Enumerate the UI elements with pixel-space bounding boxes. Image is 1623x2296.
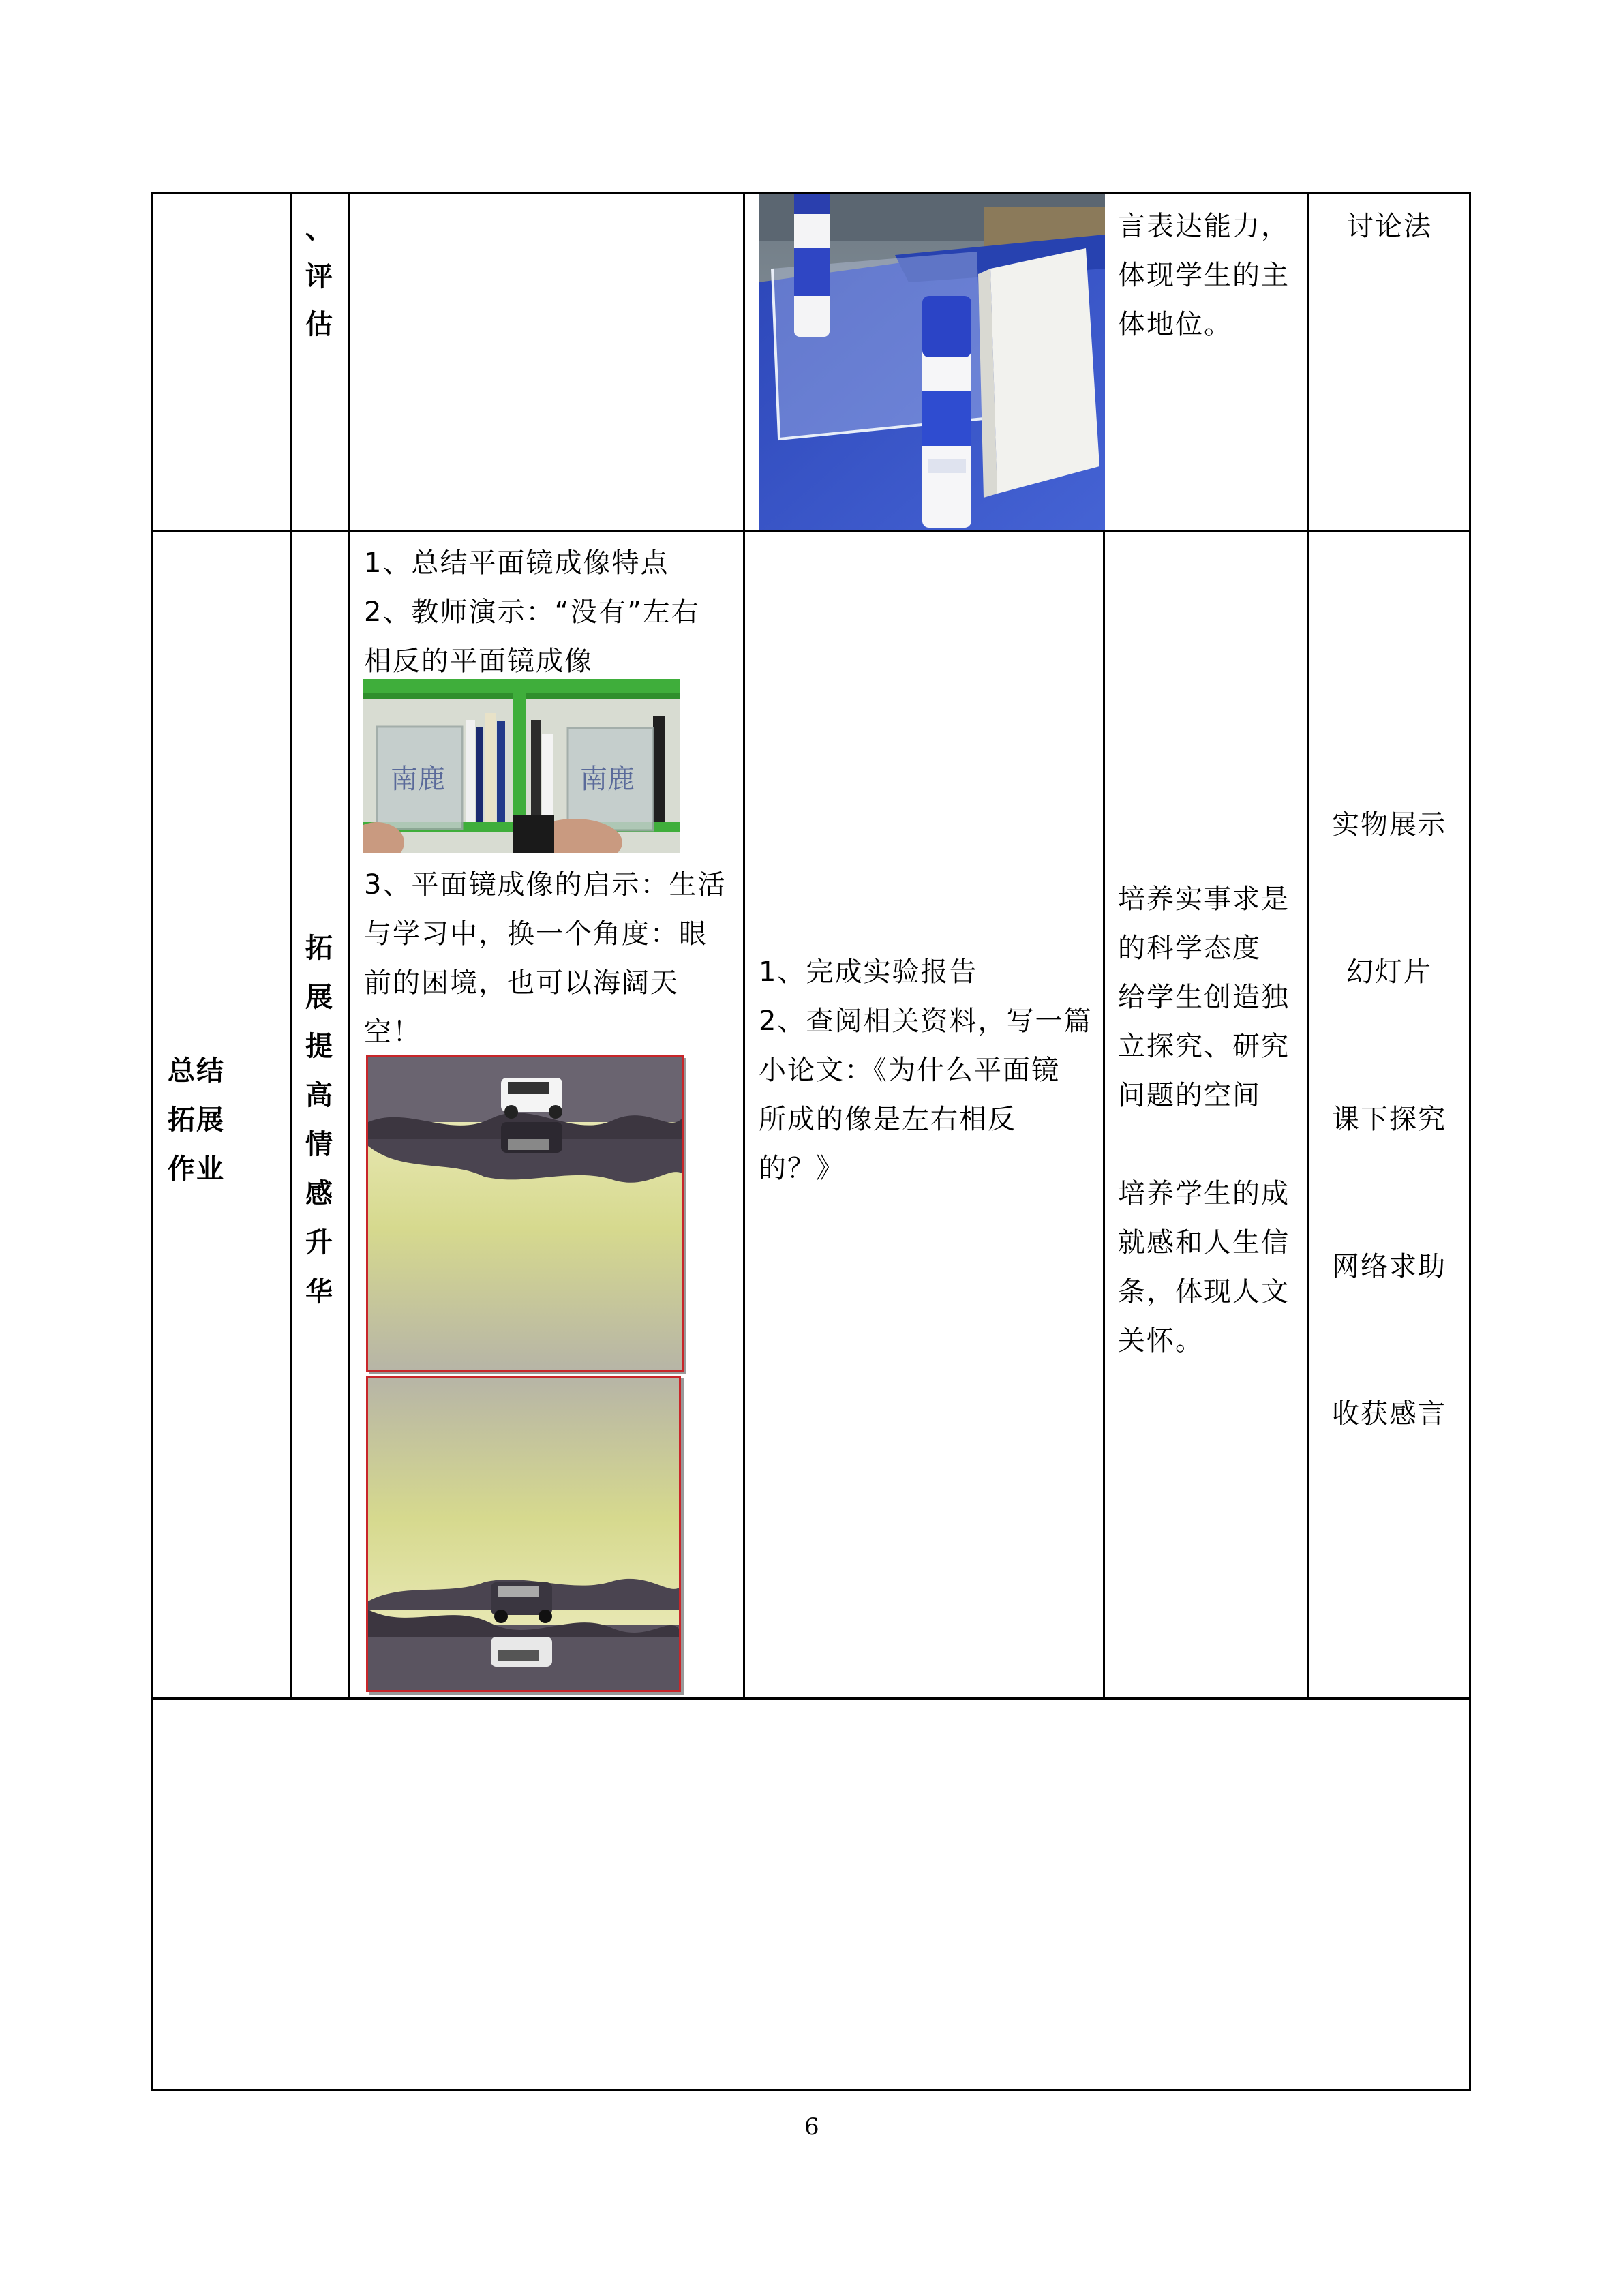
objective-line: 培养学生的成	[1118, 1178, 1290, 1209]
glue-stick-mirror-image	[759, 194, 1105, 530]
method-item: 课下探究	[1332, 1104, 1446, 1135]
table-line-bottom	[151, 2089, 1470, 2091]
card-handwriting-right: 南鹿	[580, 764, 635, 795]
row1-objective-line: 体地位。	[1118, 309, 1232, 340]
table-line-right	[1469, 192, 1471, 2091]
method-item: 网络求助	[1332, 1251, 1446, 1282]
activity-item-3-line: 与学习中，换一个角度：眼	[364, 918, 708, 950]
activity-item-3-line: 前的困境，也可以海阔天	[364, 967, 679, 999]
objective-line: 的科学态度	[1118, 933, 1261, 964]
student-activity-line: 2、查阅相关资料，写一篇	[759, 1006, 1093, 1037]
mirror-cards-image	[363, 679, 680, 853]
car-reflection-image-upright	[368, 1057, 682, 1370]
table-line-col3	[743, 192, 745, 1700]
stage-char: 提	[305, 1031, 333, 1062]
card-handwriting-left: 南鹿	[391, 764, 445, 795]
page-number: 6	[804, 2113, 819, 2141]
method-item: 收获感言	[1332, 1398, 1446, 1430]
row1-stage-char: 、	[305, 213, 333, 245]
objective-line: 立探究、研究	[1118, 1031, 1290, 1062]
student-activity-line: 1、完成实验报告	[759, 956, 978, 988]
stage-char: 升	[305, 1227, 333, 1258]
activity-item-2-line: 2、教师演示：“没有”左右	[364, 596, 700, 628]
mirror-experiment-photo	[759, 194, 1105, 530]
car-reflection-image-inverted	[368, 1378, 679, 1690]
reflection-photo-inverted	[366, 1376, 681, 1692]
stage-char: 拓	[305, 933, 333, 964]
row1-objective-line: 体现学生的主	[1118, 260, 1290, 291]
student-activity-line: 所成的像是左右相反	[759, 1104, 1016, 1135]
objective-line: 问题的空间	[1118, 1080, 1261, 1111]
activity-item-2-line: 相反的平面镜成像	[364, 646, 593, 677]
row1-stage-char: 估	[305, 309, 333, 340]
objective-line: 给学生创造独	[1118, 982, 1290, 1013]
row1-method: 讨论法	[1346, 211, 1432, 242]
reflection-photo-upright	[366, 1055, 684, 1372]
objective-line: 就感和人生信	[1118, 1227, 1290, 1258]
section-title-line: 总结	[168, 1055, 225, 1087]
student-activity-line: 小论文：《为什么平面镜	[759, 1055, 1060, 1086]
row1-objective-line: 言表达能力，	[1118, 211, 1290, 242]
section-title-line: 拓展	[168, 1104, 225, 1136]
objective-line: 条，体现人文	[1118, 1276, 1290, 1308]
mirror-demo-photo	[363, 679, 680, 853]
empty-notes-row	[153, 1700, 1469, 2089]
stage-char: 感	[305, 1178, 333, 1209]
stage-char: 高	[305, 1080, 333, 1111]
activity-item-3-line: 空！	[364, 1016, 421, 1048]
activity-item-1: 1、总结平面镜成像特点	[364, 547, 669, 579]
table-line-col2	[348, 192, 350, 1700]
stage-char: 展	[305, 982, 333, 1013]
objective-line: 关怀。	[1118, 1325, 1204, 1357]
stage-char: 华	[305, 1276, 333, 1308]
row1-stage-char: 评	[305, 261, 333, 292]
method-item: 幻灯片	[1346, 956, 1432, 988]
activity-item-3-line: 3、平面镜成像的启示：生活	[364, 869, 727, 901]
student-activity-line: 的？》	[759, 1153, 845, 1184]
section-title-line: 作业	[168, 1153, 225, 1185]
method-item: 实物展示	[1332, 809, 1446, 841]
objective-line: 培养实事求是	[1118, 883, 1290, 915]
table-line-col5	[1307, 192, 1309, 1700]
table-line-col1	[290, 192, 292, 1700]
stage-char: 情	[305, 1129, 333, 1160]
